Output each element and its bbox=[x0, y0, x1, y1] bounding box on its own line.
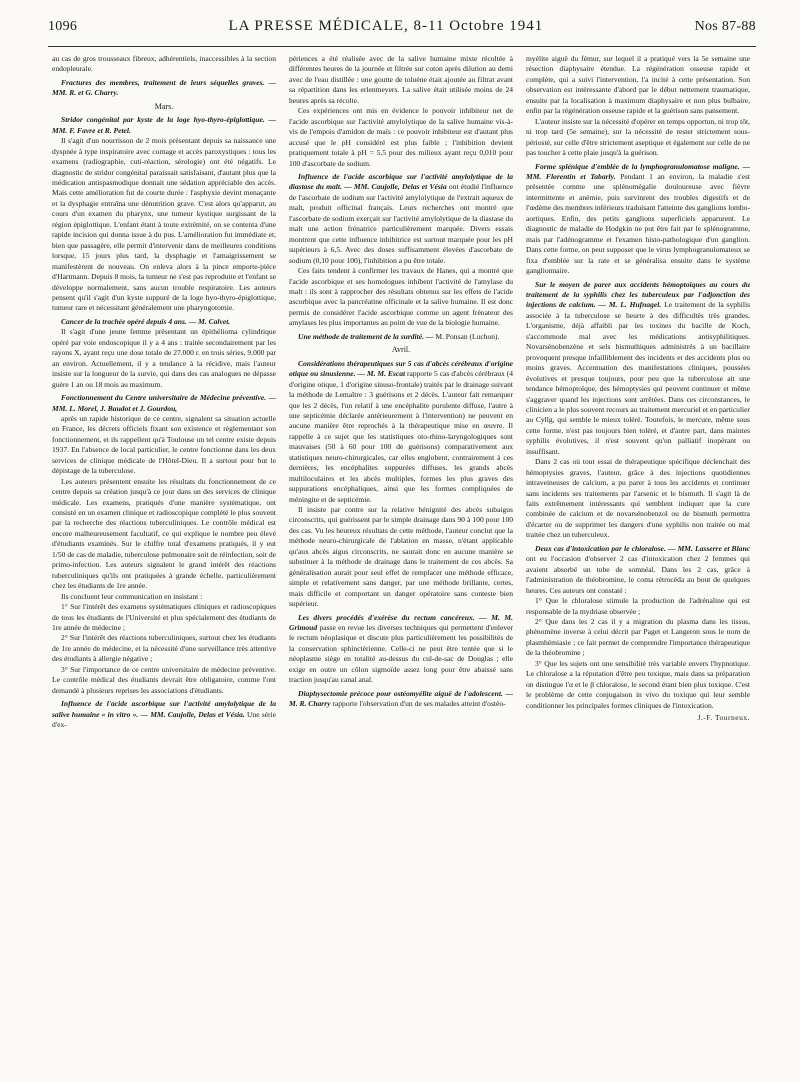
article-authors: M. Calvet. bbox=[198, 316, 231, 326]
paragraph: Ces expériences ont mis en évidence le pouvoir inhibiteur net de l'acide ascorbique sur l'activité amylolytique de la salive humaine vis-à-vis de l'empois d'amidon de maïs : ce pouvoir inhibiteur est d'autant plus accusé que le pH considéré est plus faible ; l'inhibition devient pratiquement totale à pH = 5,5 pour des milieux ayant reçu 0,010 pour 100 d'ascorbate de sodium. bbox=[289, 106, 513, 168]
article-lymphogranulomatose: Forme splénique d'emblée de la lymphogranulomatose maligne. — MM. Florentin et Tabarly. Pendant 1 an environ, la maladie s'est présentée comme une splénomégalie douloureuse avec fièvre intermittente et anémie, puis survinrent des troubles digestifs et de l'œdème des membres inférieurs traduisant l'atteinte des ganglions lombo-aortiques. Enfin, des petits ganglions superficiels apparurent. Le diagnostic de maladie de Hodgkin ne put être fait par le splénogramme, mais par l'adénogramme et l'examen histo-pathologique d'un ganglion. Dans cette forme, on peut supposer que le virus lymphogranulomateux se fixa d'emblée sur la rate et se généralisa ensuite dans le système ganglionnaire. bbox=[526, 161, 750, 276]
paragraph: rapporte l'observation d'un de ses malades atteint d'ostéo- bbox=[332, 699, 506, 709]
paragraph: myélite aiguë du fémur, sur lequel il a pratiqué vers la 5e semaine une résection diaphysaire étendue. La régénération osseuse rapide et complète, qui a suivi l'intervention, l'a incité à cette présentation. Son observation est intéressante d'abord par le début nettement traumatique, ensuite par la localisation à maximum diaphysaire et non plus bulbaire, enfin par la régénération osseuse rapide et la guérison sans pansement. bbox=[526, 54, 750, 116]
article-authors: M. Ponsan (Luchon). bbox=[435, 331, 500, 341]
issue-date: 8-11 Octobre 1941 bbox=[413, 18, 544, 34]
month-heading: Mars. bbox=[154, 101, 174, 111]
article-diastase-malt: Influence de l'acide ascorbique sur l'activité amylolytique de la diastase du malt. — MM. Caujolle, Delas et Vésia ont étudié l'influence de l'ascorbate de sodium sur l'activité amylolytique de l'extrait aqueux de malt, produit officinal français. Leurs recherches ont montré que l'ascorbate de sodium exerçait sur l'activité amylolytique de la diastase du malt une action frénatrice particulièrement marquée. Divers essais montrent que cette influence inhibitrice est surtout marquée pour les pH supérieurs à 6,5. Avec des doses suffisamment élevées d'ascorbate de sodium (0,10 pour 100), l'inhibition a pu être totale. Ces faits tendent à confirmer les travaux de Hanes, qui a montré que l'acide ascorbique et ses homologues inhibent l'activité de l'amylase du malt : ils sont à rapprocher des résultats obtenus sur les effets de l'acide ascorbique avec la pancréatine officinale et la salive humaine. Il est donc permis de considérer l'acide ascorbique comme un agent frénateur des amylases les plus importantes au point de vue de la biologie humaine. bbox=[289, 171, 513, 328]
article-title: Sur le moyen de parer aux accidents hémoptoïques au cours du traitement de la syphilis chez les tuberculeux par l'adjonction des injections de calcium. bbox=[526, 279, 750, 310]
article-stridor: Stridor congénital par kyste de la loge hyo-thyro-épiglottique. — MM. F. Favre et R. Petel. Il s'agit d'un nourrisson de 2 mois présentant depuis sa naissance une dyspnée à type inspiratoire avec cornage et accès paroxystiques : tous les examens (radiographie, cuti-réaction, sérologie) ont été négatifs. Le diagnostic de stridor congénital paraissait satisfaisant, d'autant plus que la médication antispasmodique donnait une sédation appréciable des accès. Mais cette amélioration fut de courte durée : l'asphyxie devint menaçante et la dysphagie entraîna une dénutrition grave. C'est alors qu'apparut, au cours d'un examen du pharynx, une tumeur kystique surgissant de la région épiglottique. L'enfant étant à toute extrémité, on se contenta d'une rapide incision qui donna issue à du pus. L'amélioration fut immédiate et, bien que passagère, elle permit d'intervenir dans de meilleures conditions lorsque, 15 jours plus tard, la dysphagie et l'amaigrissement se manifestèrent de nouveau. On enleva alors à la pince emporte-pièce d'Hartmann. Depuis 8 mois, la tumeur ne s'est pas reproduite et l'enfant se développe normalement, sans aucun trouble respiratoire. Les auteurs pensent qu'il s'agit d'un kyste suppuré de la loge hyo-thyro-épiglottique, tumeur rare et nécessitant généralement une pharyngotomie. bbox=[52, 115, 276, 313]
paragraph: L'auteur insiste sur la nécessité d'opérer en temps opportun, ni trop tôt, ni trop tard (5e semaine), sur la nécessité de rester strictement sous-périosté, sur celle d'être strictement aseptique et également sur celle de ne pas toucher à cette plaie jusqu'à la guérison. bbox=[526, 116, 750, 158]
article-diaphysectomie: Diaphysectomie précoce pour ostéomyélite aiguë de l'adolescent. — M. R. Charry rapporte l'observation d'un de ses malades atteint d'ostéo- bbox=[289, 688, 513, 709]
article-acide-ascorbique-salive: Influence de l'acide ascorbique sur l'activité amylolytique de la salive humaine « in vitro ». — MM. Caujolle, Delas et Vésia. Une série d'ex- bbox=[52, 699, 276, 730]
issue-number: Nos 87-88 bbox=[694, 19, 756, 34]
article-syphilis-tuberculeux: Sur le moyen de parer aux accidents hémoptoïques au cours du traitement de la syphilis chez les tuberculeux par l'adjonction des injections de calcium. — M. L. Hufnagel. Le traitement de la syphilis associée à la tuberculose se heurte à des difficultés très grandes. L'organisme, déjà affaibli par les toxines du bacille de Koch, s'accommode mal avec les médications antisyphilitiques. Novarsénobenzène et sels bismuthiques administrés à un bacillaire provoquent presque infailliblement des incidents et des accidents plus ou moins graves. Accentuation des manifestations cliniques, poussées évolutives et presque toujours, pour peu que la tuberculose ait une tendance hémoptoïque, des hémoptysies qui peuvent continuer et même s'aggraver quand les injections sont arrêtées. Dans ces circonstances, le clinicien a le plus souvent recours au traitement mercuriel et en particulier au Cyllg, qui semble le mieux toléré. Toutefois, le mercure, même sous cette forme, n'est pas toujours bien toléré, et d'autre part, dans maintes syphilis évolutives, il n'est souvent qu'un palliatif inopérant ou insuffisant. Dans 2 cas où tout essai de thérapeutique spécifique déclenchait des hémoptysies graves, l'auteur, grâce à des injections quotidiennes intraveineuses de calcium, a pu parer à tous les accidents et continuer sans incidents ses traitements par l'arsenic et le bismuth. Il s'agit là de faits extrêmement intéressants qui semblent indiquer que la cure combinée de calcium et de novarsénobenzol ou de bismuth permettra d'écarter ou de supprimer les dangers d'une syphilis non traitée ou mal traitée chez un tuberculeux. bbox=[526, 279, 750, 540]
paragraph: après un rapide historique de ce centre, signalent sa situation actuelle en France, les décrets officiels fixant son existence et réglementant son fonctionnement, et ils rappellent qu'à Toulouse un tel centre existe depuis 1937. En l'absence de local particulier, le centre fonctionne dans les deux services de clinique médicale de l'Hôtel-Dieu. Il a surtout pour but le dépistage de la tuberculose. bbox=[52, 413, 276, 476]
paragraph: Une série d'ex- bbox=[52, 709, 276, 730]
article-fractures: Fractures des membres, traitement de leurs séquelles graves. — MM. R. et G. Charry. bbox=[52, 77, 276, 98]
article-title: Diaphysectomie précoce pour ostéomyélite aiguë de l'adolescent. bbox=[298, 688, 503, 698]
article-title: Une méthode de traitement de la surdité. bbox=[298, 331, 424, 341]
page-number: 1096 bbox=[48, 19, 78, 34]
article-title: Cancer de la trachée opéré depuis 4 ans. bbox=[61, 316, 187, 326]
paragraph: Pendant 1 an environ, la maladie s'est présentée comme une splénomégalie douloureuse avec fièvre intermittente et anémie, puis survinrent des troubles digestifs et de l'œdème des membres inférieurs traduisant l'atteinte des ganglions lombo-aortiques. Enfin, des petits ganglions superficiels apparurent. Le diagnostic de maladie de Hodgkin ne put être fait par le splénogramme, mais par l'adénogramme et l'examen histo-pathologique d'un ganglion. Dans cette forme, on peut supposer que le virus lymphogranulomateux se fixa d'emblée sur la rate et se généralisa ensuite dans le système ganglionnaire. bbox=[526, 171, 750, 276]
paragraph: Le traitement de la syphilis associée à la tuberculose se heurte à des difficultés très grandes. L'organisme, déjà affaibli par les toxines du bacille de Koch, s'accommode mal avec les médications antisyphilitiques. Novarsénobenzène et sels bismuthiques administrés à un bacillaire provoquent presque infailliblement des incidents et des accidents plus ou moins graves. Accentuation des manifestations cliniques, poussées évolutives et presque toujours, pour peu que la tuberculose ait une tendance hémoptoïque, des hémoptysies qui peuvent continuer et même s'aggraver quand les injections sont arrêtées. Dans ces circonstances, le clinicien a le plus souvent recours au traitement mercuriel et en particulier au Cyllg, qui semble le mieux toléré. Toutefois, le mercure, même sous cette forme, n'est pas toujours bien toléré, et d'autre part, dans maintes syphilis évolutives, il n'est souvent qu'un palliatif inopérant ou insuffisant. bbox=[526, 300, 750, 456]
paragraph: passe en revue les diverses techniques qui permettent d'enlever le rectum néoplasique et discute plus particulièrement les possibilités de la conservation sphinctérienne. Celle-ci ne peut être tentée que si le néoplasme siège en totalité au-dessus du cul-de-sac de Douglas ; elle exige en outre un côlon sigmoïde assez long pour être abaissé sans traction jusqu'au canal anal. bbox=[289, 623, 513, 685]
article-authors: MM. Caujolle, Delas et Vésia bbox=[353, 182, 447, 192]
paragraph: 1° Que le chloralose stimule la production de l'adrénaline qui est responsable de la mydriase observée ; bbox=[526, 596, 750, 616]
article-title: Forme splénique d'emblée de la lymphogranulomatose maligne. bbox=[535, 161, 740, 171]
article-title: Les divers procédés d'exérèse du rectum cancéreux. bbox=[298, 612, 475, 622]
paragraph: ont étudié l'influence de l'ascorbate de sodium sur l'activité amylolytique de l'extrait aqueux de malt, produit officinal français. Leurs recherches ont montré que l'ascorbate de sodium exerçait sur l'activité amylolytique de la diastase du malt une action frénatrice particulièrement marquée. Divers essais montrent que cette influence inhibitrice est surtout marquée pour les pH supérieurs à 6,5. Avec des doses suffisamment élevées d'ascorbate de sodium (0,10 pour 100), l'inhibition a pu être totale. bbox=[289, 182, 513, 265]
article-authors: MM. F. Favre et R. Petel. bbox=[52, 125, 131, 135]
article-title: Influence de l'acide ascorbique sur l'activité amylolytique de la diastase du malt. bbox=[289, 171, 513, 192]
article-authors: MM. Florentin et Tabarly. bbox=[526, 171, 616, 181]
article-authors: MM. Lasserre et Blanc bbox=[677, 543, 750, 553]
article-title: Fonctionnement du Centre universitaire de Médecine préventive. bbox=[61, 393, 267, 403]
paragraph: Il s'agit d'un nourrisson de 2 mois présentant depuis sa naissance une dyspnée à type inspiratoire avec cornage et accès paroxystiques : tous les examens (radiographie, cuti-réaction, sérologie) ont été négatifs. Le diagnostic de stridor congénital paraissait satisfaisant, d'autant plus que la médication antispasmodique donnait une sédation appréciable des accès. Mais cette amélioration fut de courte durée : l'asphyxie devint menaçante et la dysphagie entraîna une dénutrition grave. C'est alors qu'apparut, au cours d'un examen du pharynx, une tumeur kystique surgissant de la région épiglottique. L'enfant étant à toute extrémité, on se contenta d'une rapide incision qui donna issue à du pus. L'amélioration fut immédiate et, bien que passagère, elle permit d'intervenir dans de meilleures conditions lorsque, 15 jours plus tard, la dysphagie et l'amaigrissement se manifestèrent de nouveau. On enleva alors à la pince emporte-pièce d'Hartmann. Depuis 8 mois, la tumeur ne s'est pas reproduite et l'enfant se développe normalement, sans aucun trouble respiratoire. Les auteurs pensent qu'il s'agit d'un kyste suppuré de la loge hyo-thyro-épiglottique, tumeur rare et nécessitant généralement une pharyngotomie. bbox=[52, 136, 276, 313]
column-right bbox=[526, 54, 750, 1059]
article-rectum: Les divers procédés d'exérèse du rectum cancéreux. — M. M. Grimoud passe en revue les diverses techniques qui permettent d'enlever le rectum néoplasique et discute plus particulièrement les possibilités de la conservation sphinctérienne. Celle-ci ne peut être tentée que si le néoplasme siège en totalité au-dessus du cul-de-sac de Douglas ; elle exige en outre un côlon sigmoïde assez long pour être abaissé sans traction jusqu'au canal anal. bbox=[289, 612, 513, 685]
article-title: Stridor congénital par kyste de la loge hyo-thyro-épiglottique. bbox=[61, 115, 265, 125]
paragraph: Il s'agit d'une jeune femme présentant un épithélioma cylindrique opéré par voie endoscopique il y a 4 ans : traitée secondairement par les rayons X, ayant reçu une dose totale de 27.000 r. en trois séries, 9.000 par an environ. Actuellement, il y a tendance à la récidive, mais l'auteur insiste sur la longueur de la survie, qui dans des cas analogues ne dépasse guère 1 an ou 18 mois au maximum. bbox=[52, 327, 276, 389]
article-abces-cerebraux: Considérations thérapeutiques sur 5 cas d'abcès cérébraux d'origine otique ou sinusienne. — M. M. Escat rapporte 5 cas d'abcès cérébraux (4 d'origine otique, 1 d'origine sinuso-frontale) traités par le drainage suivant la méthode de Lemaître : 3 guérisons et 2 décès. L'auteur fait remarquer que les 2 décès, l'un relatif à une encéphalite purulente diffuse, l'autre à une septicémie déclarée antérieurement à l'intervention) ne peuvent en aucune manière être reprochés à la thérapeutique mise en œuvre. Il rappelle à ce sujet que les statistiques oto-rhino-laryngologiques sont mauvaises (50 à 60 pour 100 de guérisons) comparativement aux statistiques neuro-chirurgicales, car elles englobent, contrairement à ces dernières, les encéphalites suppurées diffuses, les grands abcès multiloculaires et les abcès multiples, formes les plus graves des suppurations encéphaliques, ainsi que les formes compliquées de méningite et de septicémie. Il insiste par contre sur la relative bénignité des abcès subaigus circonscrits, qui guérissent par le simple drainage dans 90 à 100 pour 100 des cas. Vu les heureux résultats de cette méthode, l'auteur conclut que la méthode neuro-chirurgicale de l'ablation en masse, n'étant applicable qu'aux abcès aigus circonscrits, ne saurait donc en aucune manière se substituer à la méthode de drainage dans le traitement de ces abcès. Sa généralisation aurait pour seul effet de remplacer une méthode efficace, simple et relativement sans danger, par une méthode brillante, certes, mais difficile et comportant un danger opératoire sans conteste bien supérieur. bbox=[289, 358, 513, 609]
article-title: Deux cas d'intoxication par le chloralose. bbox=[535, 543, 666, 553]
article-title: Influence de l'acide ascorbique sur l'activité amylolytique de la salive humaine « in vitro ». bbox=[52, 699, 276, 719]
paragraph: Ces faits tendent à confirmer les travaux de Hanes, qui a montré que l'acide ascorbique et ses homologues inhibent l'activité de l'amylase du malt : ils sont à rapprocher des résultats obtenus sur les effets de l'acide ascorbique avec la pancréatine officinale et la salive humaine. Il est donc permis de considérer l'acide ascorbique comme un agent frénateur des amylases les plus importantes au point de vue de la biologie humaine. bbox=[289, 266, 513, 328]
header-rule bbox=[48, 46, 756, 47]
paragraph: 3° Que les sujets ont une sensibilité très variable envers l'hypnotique. Le chloralose a la réputation d'être peu toxique, mais dans sa préparation on distingue l'α et le β chloralose, le second étant bien plus toxique. C'est le problème de cette conjugaison in vivo du toxique qui leur semble conditionner les principales formes cliniques de l'intoxication. bbox=[526, 658, 750, 710]
column-middle bbox=[289, 54, 513, 1059]
page-header bbox=[48, 18, 756, 44]
paragraph: rapporte 5 cas d'abcès cérébraux (4 d'origine otique, 1 d'origine sinuso-frontale) traités par le drainage suivant la méthode de Lemaître : 3 guérisons et 2 décès. L'auteur fait remarquer que les 2 décès, l'un relatif à une encéphalite purulente diffuse, l'autre à une septicémie déclarée antérieurement à l'intervention) ne peuvent en aucune manière être reprochés à la thérapeutique mise en œuvre. Il rappelle à ce sujet que les statistiques oto-rhino-laryngologiques sont mauvaises (50 à 60 pour 100 de guérisons) comparativement aux statistiques neuro-chirurgicales, car elles englobent, contrairement à ces dernières, les encéphalites suppurées diffuses, les grands abcès multiloculaires et les abcès multiples, formes les plus graves des suppurations encéphaliques, ainsi que les formes compliquées de méningite et de septicémie. bbox=[289, 369, 513, 504]
article-authors: MM. R. et G. Charry. bbox=[52, 88, 119, 98]
paragraph: 2° Sur l'intérêt des réactions tuberculiniques, surtout chez les étudiants de 1re année de médecine, et la nécessité d'une surveillance très attentive des étudiants à allergie négative ; bbox=[52, 633, 276, 664]
paragraph: Les auteurs présentent ensuite les résultats du fonctionnement de ce centre depuis sa création jusqu'à ce jour dans un des services de clinique médicale. Les examens, pratiqués d'une manière systématique, ont consisté en un examen clinique et radioscopique complété le plus souvent par la recherche des réactions tuberculiniques. Le contrôle médical est encore malheureusement facultatif, ce qui explique le nombre peu élevé d'étudiants examinés. Sur le chiffre total d'examens pratiqués, il y eut 1/50 de cas de maladie, tuberculose pulmonaire soit de réinfection, soit de primo-infection. Les auteurs signalent le grand intérêt des réactions tuberculiniques qu'ils ont pratiquées à grande échelle, particulièrement chez les étudiants de 1re année. bbox=[52, 476, 276, 591]
paragraph: ont eu l'occasion d'observer 2 cas d'intoxication chez 2 femmes qui avaient absorbé un tube de somnéal. Dans les 2 cas, grâce à l'administration de théobromine, le coma rétrocéda au bout de quelques heures. Ces auteurs ont constaté : bbox=[526, 554, 750, 595]
paragraph: périences a été réalisée avec de la salive humaine mixte récoltée à différentes heures de la journée et filtrée sur coton après dilution au demi avec de l'eau distillée : une goutte de toluène était ajoutée au filtrat avant sa répartition dans les erlenmeyers. La salive était utilisée moins de 24 heures après sa récolte. bbox=[289, 54, 513, 105]
paragraph: 1° Sur l'intérêt des examens systématiques cliniques et radioscopiques de tous les étudiants de l'Université et plus spécialement des étudiants de 1re année de médecine ; bbox=[52, 602, 276, 633]
month-heading: Avril. bbox=[391, 345, 411, 355]
paragraph: Ils concluent leur communication en insistant : bbox=[61, 591, 203, 601]
article-authors: M. L. Hufnagel. bbox=[608, 300, 662, 310]
journal-title: LA PRESSE MÉDICALE, bbox=[228, 18, 409, 34]
article-authors: M. R. Charry bbox=[289, 699, 331, 709]
paragraph: au cas de gros trousseaux fibreux, adhérentiels, inaccessibles à la section endopleurale. bbox=[52, 54, 276, 74]
author-signature: J.-F. Tourneux. bbox=[697, 713, 750, 723]
paragraph: 3° Sur l'importance de ce centre universitaire de médecine préventive. Le contrôle médical des étudiants devrait être obligatoire, comme l'ont demandé à plusieurs reprises les associations d'étudiants. bbox=[52, 664, 276, 695]
article-authors: MM. Caujolle, Delas et Vésia. bbox=[150, 709, 245, 719]
article-cancer-trachee: Cancer de la trachée opéré depuis 4 ans. — M. Calvet. Il s'agit d'une jeune femme présentant un épithélioma cylindrique opéré par voie endoscopique il y a 4 ans : traitée secondairement par les rayons X, ayant reçu une dose totale de 27.000 r. en trois séries, 9.000 par an environ. Actuellement, il y a tendance à la récidive, mais l'auteur insiste sur la longueur de la survie, qui dans des cas analogues ne dépasse guère 1 an ou 18 mois au maximum. bbox=[52, 316, 276, 389]
article-title: Fractures des membres, traitement de leurs séquelles graves. bbox=[61, 77, 265, 87]
column-left bbox=[52, 54, 276, 1059]
journal-title-line bbox=[229, 18, 544, 35]
article-surdite: Une méthode de traitement de la surdité. — M. Ponsan (Luchon). bbox=[298, 331, 500, 341]
article-authors: M. M. Grimoud bbox=[289, 612, 513, 633]
article-chloralose: Deux cas d'intoxication par le chloralose. — MM. Lasserre et Blanc ont eu l'occasion d'observer 2 cas d'intoxication chez 2 femmes qui avaient absorbé un tube de somnéal. Dans les 2 cas, grâce à l'administration de théobromine, le coma rétrocéda au bout de quelques heures. Ces auteurs ont constaté : 1° Que le chloralose stimule la production de l'adrénaline qui est responsable de la mydriase observée ; 2° Que dans les 2 cas il y a migration du plasma dans les tissus, phénomène inverse à celui décrit par Paget et Langeron sous le nom de plasmhémiasie ; ce fait permet de comprendre l'importance thérapeutique de la théobromine ; 3° Que les sujets ont une sensibilité très variable envers l'hypnotique. Le chloralose a la réputation d'être peu toxique, mais dans sa préparation on distingue l'α et le β chloralose, le second étant bien plus toxique. C'est le problème de cette conjugaison in vivo du toxique qui leur semble conditionner les principales formes cliniques de l'intoxication. bbox=[526, 543, 750, 710]
article-title: Considérations thérapeutiques sur 5 cas d'abcès cérébraux d'origine otique ou sinusienne. bbox=[289, 358, 513, 379]
paragraph: Il insiste par contre sur la relative bénignité des abcès subaigus circonscrits, qui guérissent par le simple drainage dans 90 à 100 pour 100 des cas. Vu les heureux résultats de cette méthode, l'auteur conclut que la méthode neuro-chirurgicale de l'ablation en masse, n'étant applicable qu'aux abcès aigus circonscrits, ne saurait donc en aucune manière se substituer à la méthode de drainage dans le traitement de ces abcès. Sa généralisation aurait pour seul effet de remplacer une méthode efficace, simple et relativement sans danger, par une méthode brillante, certes, mais difficile et comportant un danger opératoire sans conteste bien supérieur. bbox=[289, 505, 513, 609]
paragraph: 2° Que dans les 2 cas il y a migration du plasma dans les tissus, phénomène inverse à celui décrit par Paget et Langeron sous le nom de plasmhémiasie ; ce fait permet de comprendre l'importance thérapeutique de la théobromine ; bbox=[526, 617, 750, 658]
article-authors: M. M. Escat bbox=[366, 369, 406, 379]
article-authors: MM. L. Morel, J. Baudot et J. Gourdou, bbox=[52, 403, 178, 413]
article-medecine-preventive: Fonctionnement du Centre universitaire de Médecine préventive. — MM. L. Morel, J. Baudot et J. Gourdou, après un rapide historique de ce centre, signalent sa situation actuelle en France, les décrets officiels fixant son existence et réglementant son fonctionnement, et ils rappellent qu'à Toulouse un tel centre existe depuis 1937. En l'absence de local particulier, le centre fonctionne dans les deux services de clinique médicale de l'Hôtel-Dieu. Il a surtout pour but le dépistage de la tuberculose. Les auteurs présentent ensuite les résultats du fonctionnement de ce centre depuis sa création jusqu'à ce jour dans un des services de clinique médicale. Les examens, pratiqués d'une manière systématique, ont consisté en un examen clinique et radioscopique complété le plus souvent par la recherche des réactions tuberculiniques. Le contrôle médical est encore malheureusement facultatif, ce qui explique le nombre peu élevé d'étudiants examinés. Sur le chiffre total d'examens pratiqués, il y eut 1/50 de cas de maladie, tuberculose pulmonaire soit de réinfection, soit de primo-infection. Les auteurs signalent le grand intérêt des réactions tuberculiniques qu'ils ont pratiquées à grande échelle, particulièrement chez les étudiants de 1re année. Ils concluent leur communication en insistant : 1° Sur l'intérêt des examens systématiques cliniques et radioscopiques de tous les étudiants de l'Université et plus spécialement des étudiants de 1re année de médecine ; 2° Sur l'intérêt des réactions tuberculiniques, surtout chez les étudiants de 1re année de médecine, et la nécessité d'une surveillance très attentive des étudiants à allergie négative ; 3° Sur l'importance de ce centre universitaire de médecine préventive. Le contrôle médical des étudiants devrait être obligatoire, comme l'ont demandé à plusieurs reprises les associations d'étudiants. bbox=[52, 393, 276, 695]
paragraph: Dans 2 cas où tout essai de thérapeutique spécifique déclenchait des hémoptysies graves, l'auteur, grâce à des injections quotidiennes intraveineuses de calcium, a pu parer à tous les accidents et continuer sans incidents ses traitements par l'arsenic et le bismuth. Il s'agit là de faits extrêmement intéressants qui semblent indiquer que la cure combinée de calcium et de novarsénobenzol ou de bismuth permettra d'écarter ou de supprimer les dangers d'une syphilis non traitée ou mal traitée chez un tuberculeux. bbox=[526, 457, 750, 540]
